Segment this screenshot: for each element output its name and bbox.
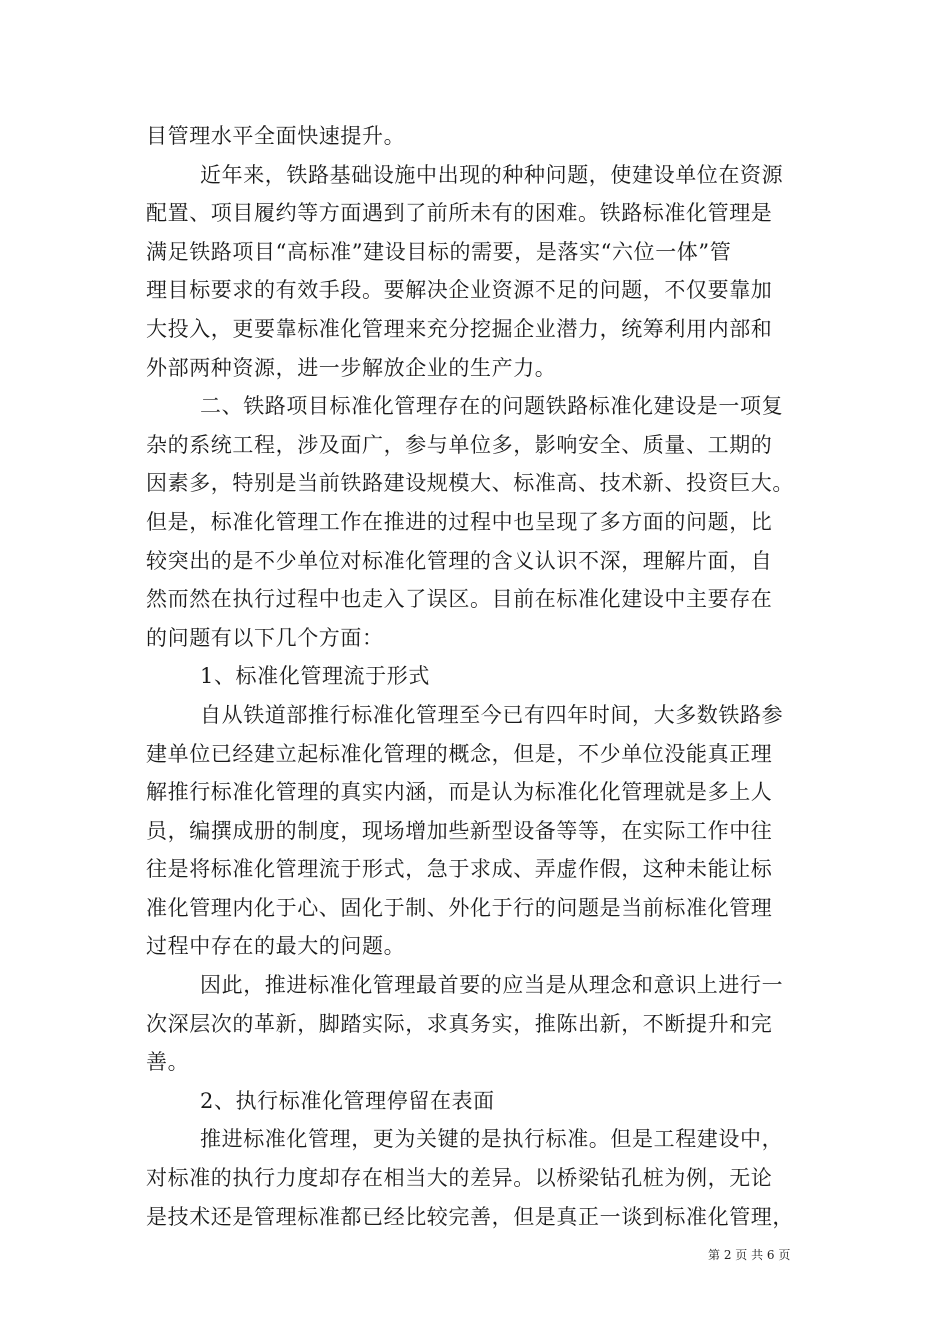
text-line: 因素多，特别是当前铁路建设规模大、标准高、技术新、投资巨大。 xyxy=(146,471,794,496)
subsection-heading: 2、执行标准化管理停留在表面 xyxy=(200,1088,495,1113)
text-line: 满足铁路项目“高标准”建设目标的需要，是落实“六位一体”管 xyxy=(146,239,732,264)
text-line: 是技术还是管理标准都已经比较完善，但是真正一谈到标准化管理， xyxy=(146,1204,794,1229)
text-line: 但是，标准化管理工作在推进的过程中也呈现了多方面的问题，比 xyxy=(146,509,773,534)
text-line: 往是将标准化管理流于形式，急于求成、弄虚作假，这种未能让标 xyxy=(146,857,773,882)
text-line: 过程中存在的最大的问题。 xyxy=(146,934,406,959)
document-body xyxy=(146,117,814,1236)
text-line: 较突出的是不少单位对标准化管理的含义认识不深，理解片面，自 xyxy=(146,548,773,573)
text-line: 然而然在执行过程中也走入了误区。目前在标准化建设中主要存在 xyxy=(146,587,773,612)
text-line: 员，编撰成册的制度，现场增加些新型设备等等，在实际工作中往 xyxy=(146,818,773,843)
section-heading-line: 二、铁路项目标准化管理存在的问题铁路标准化建设是一项复 xyxy=(200,394,784,419)
text-line: 理目标要求的有效手段。要解决企业资源不足的问题，不仅要靠加 xyxy=(146,278,773,303)
subsection-heading: 1、标准化管理流于形式 xyxy=(200,664,430,689)
text-line: 配置、项目履约等方面遇到了前所未有的困难。铁路标准化管理是 xyxy=(146,201,773,226)
text-line: 大投入，更要靠标准化管理来充分挖掘企业潜力，统筹利用内部和 xyxy=(146,316,773,341)
text-line: 因此，推进标准化管理最首要的应当是从理念和意识上进行一 xyxy=(200,973,784,998)
text-line: 解推行标准化管理的真实内涵，而是认为标准化化管理就是多上人 xyxy=(146,780,773,805)
text-line: 准化管理内化于心、固化于制、外化于行的问题是当前标准化管理 xyxy=(146,895,773,920)
text-line: 次深层次的革新，脚踏实际，求真务实，推陈出新，不断提升和完 xyxy=(146,1011,773,1036)
text-line: 杂的系统工程，涉及面广，参与单位多，影响安全、质量、工期的 xyxy=(146,432,773,457)
text-line: 近年来，铁路基础设施中出现的种种问题，使建设单位在资源 xyxy=(200,162,784,187)
text-line: 的问题有以下几个方面： xyxy=(146,625,384,650)
text-line: 建单位已经建立起标准化管理的概念，但是，不少单位没能真正理 xyxy=(146,741,773,766)
text-line: 推进标准化管理，更为关键的是执行标准。但是工程建设中， xyxy=(200,1127,784,1152)
text-line: 外部两种资源，进一步解放企业的生产力。 xyxy=(146,355,557,380)
page-number-footer: 第 2 页 共 6 页 xyxy=(708,1248,791,1262)
text-line: 善。 xyxy=(146,1050,190,1075)
text-line: 对标准的执行力度却存在相当大的差异。以桥梁钻孔桩为例，无论 xyxy=(146,1166,773,1191)
text-line: 自从铁道部推行标准化管理至今已有四年时间，大多数铁路参 xyxy=(200,702,784,727)
text-line: 目管理水平全面快速提升。 xyxy=(146,124,406,148)
